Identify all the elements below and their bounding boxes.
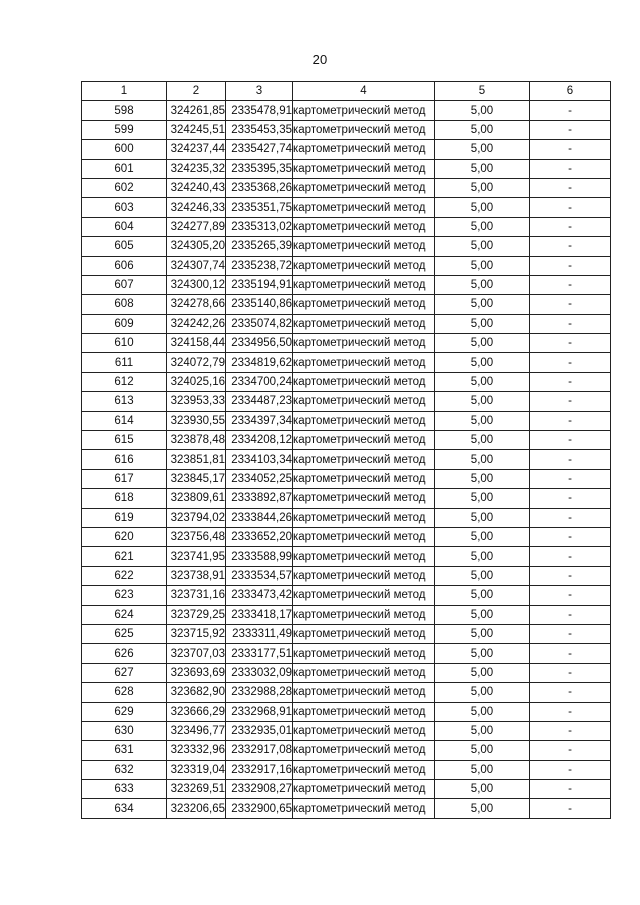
method-cell: картометрический метод bbox=[293, 237, 435, 256]
point-number-cell: 607 bbox=[82, 275, 167, 294]
accuracy-cell: 5,00 bbox=[435, 431, 530, 450]
x-coordinate-cell: 324235,32 bbox=[167, 159, 226, 178]
accuracy-cell: 5,00 bbox=[435, 469, 530, 488]
point-number-cell: 609 bbox=[82, 314, 167, 333]
table-row bbox=[82, 508, 611, 527]
table-row bbox=[82, 799, 611, 818]
table-row bbox=[82, 527, 611, 546]
y-coordinate-cell: 2332917,08 bbox=[226, 741, 293, 760]
table-row bbox=[82, 256, 611, 275]
note-cell: - bbox=[530, 178, 611, 197]
y-coordinate-cell: 2332917,16 bbox=[226, 760, 293, 779]
x-coordinate-cell: 324307,74 bbox=[167, 256, 226, 275]
note-cell: - bbox=[530, 450, 611, 469]
accuracy-cell: 5,00 bbox=[435, 101, 530, 120]
accuracy-cell: 5,00 bbox=[435, 702, 530, 721]
accuracy-cell: 5,00 bbox=[435, 140, 530, 159]
x-coordinate-cell: 324072,79 bbox=[167, 353, 226, 372]
point-number-cell: 599 bbox=[82, 120, 167, 139]
note-cell: - bbox=[530, 295, 611, 314]
x-coordinate-cell: 324277,89 bbox=[167, 217, 226, 236]
note-cell: - bbox=[530, 508, 611, 527]
table-row bbox=[82, 721, 611, 740]
x-coordinate-cell: 324025,16 bbox=[167, 372, 226, 391]
point-number-cell: 617 bbox=[82, 469, 167, 488]
accuracy-cell: 5,00 bbox=[435, 256, 530, 275]
method-cell: картометрический метод bbox=[293, 411, 435, 430]
method-cell: картометрический метод bbox=[293, 353, 435, 372]
x-coordinate-cell: 323930,55 bbox=[167, 411, 226, 430]
method-cell: картометрический метод bbox=[293, 450, 435, 469]
y-coordinate-cell: 2335313,02 bbox=[226, 217, 293, 236]
y-coordinate-cell: 2332935,01 bbox=[226, 721, 293, 740]
header-col-5: 5 bbox=[435, 82, 530, 101]
point-number-cell: 628 bbox=[82, 683, 167, 702]
accuracy-cell: 5,00 bbox=[435, 663, 530, 682]
accuracy-cell: 5,00 bbox=[435, 508, 530, 527]
note-cell: - bbox=[530, 101, 611, 120]
header-col-6: 6 bbox=[530, 82, 611, 101]
point-number-cell: 624 bbox=[82, 605, 167, 624]
y-coordinate-cell: 2335140,86 bbox=[226, 295, 293, 314]
note-cell: - bbox=[530, 527, 611, 546]
note-cell: - bbox=[530, 334, 611, 353]
x-coordinate-cell: 323809,61 bbox=[167, 489, 226, 508]
accuracy-cell: 5,00 bbox=[435, 411, 530, 430]
x-coordinate-cell: 323738,91 bbox=[167, 566, 226, 585]
point-number-cell: 623 bbox=[82, 586, 167, 605]
table-row bbox=[82, 217, 611, 236]
point-number-cell: 619 bbox=[82, 508, 167, 527]
accuracy-cell: 5,00 bbox=[435, 392, 530, 411]
x-coordinate-cell: 324245,51 bbox=[167, 120, 226, 139]
accuracy-cell: 5,00 bbox=[435, 489, 530, 508]
table-row bbox=[82, 663, 611, 682]
note-cell: - bbox=[530, 644, 611, 663]
y-coordinate-cell: 2334103,34 bbox=[226, 450, 293, 469]
method-cell: картометрический метод bbox=[293, 527, 435, 546]
header-col-4: 4 bbox=[293, 82, 435, 101]
table-row bbox=[82, 275, 611, 294]
y-coordinate-cell: 2333177,51 bbox=[226, 644, 293, 663]
note-cell: - bbox=[530, 780, 611, 799]
note-cell: - bbox=[530, 411, 611, 430]
point-number-cell: 600 bbox=[82, 140, 167, 159]
method-cell: картометрический метод bbox=[293, 101, 435, 120]
table-row bbox=[82, 469, 611, 488]
header-col-2: 2 bbox=[167, 82, 226, 101]
point-number-cell: 632 bbox=[82, 760, 167, 779]
method-cell: картометрический метод bbox=[293, 586, 435, 605]
table-body bbox=[82, 101, 611, 818]
y-coordinate-cell: 2334208,12 bbox=[226, 431, 293, 450]
note-cell: - bbox=[530, 566, 611, 585]
coordinates-table bbox=[81, 81, 611, 819]
method-cell: картометрический метод bbox=[293, 741, 435, 760]
x-coordinate-cell: 323269,51 bbox=[167, 780, 226, 799]
method-cell: картометрический метод bbox=[293, 566, 435, 585]
x-coordinate-cell: 323794,02 bbox=[167, 508, 226, 527]
method-cell: картометрический метод bbox=[293, 683, 435, 702]
y-coordinate-cell: 2335351,75 bbox=[226, 198, 293, 217]
point-number-cell: 608 bbox=[82, 295, 167, 314]
y-coordinate-cell: 2335453,35 bbox=[226, 120, 293, 139]
accuracy-cell: 5,00 bbox=[435, 527, 530, 546]
y-coordinate-cell: 2333418,17 bbox=[226, 605, 293, 624]
x-coordinate-cell: 323707,03 bbox=[167, 644, 226, 663]
table-row bbox=[82, 780, 611, 799]
accuracy-cell: 5,00 bbox=[435, 741, 530, 760]
point-number-cell: 634 bbox=[82, 799, 167, 818]
x-coordinate-cell: 324278,66 bbox=[167, 295, 226, 314]
accuracy-cell: 5,00 bbox=[435, 624, 530, 643]
table-row bbox=[82, 120, 611, 139]
table-row bbox=[82, 159, 611, 178]
accuracy-cell: 5,00 bbox=[435, 644, 530, 663]
x-coordinate-cell: 324246,33 bbox=[167, 198, 226, 217]
x-coordinate-cell: 323731,16 bbox=[167, 586, 226, 605]
accuracy-cell: 5,00 bbox=[435, 159, 530, 178]
table-row bbox=[82, 431, 611, 450]
method-cell: картометрический метод bbox=[293, 702, 435, 721]
y-coordinate-cell: 2335265,39 bbox=[226, 237, 293, 256]
x-coordinate-cell: 323715,92 bbox=[167, 624, 226, 643]
accuracy-cell: 5,00 bbox=[435, 334, 530, 353]
method-cell: картометрический метод bbox=[293, 760, 435, 779]
table-row bbox=[82, 237, 611, 256]
point-number-cell: 631 bbox=[82, 741, 167, 760]
y-coordinate-cell: 2334052,25 bbox=[226, 469, 293, 488]
y-coordinate-cell: 2332988,28 bbox=[226, 683, 293, 702]
table-row bbox=[82, 741, 611, 760]
y-coordinate-cell: 2335238,72 bbox=[226, 256, 293, 275]
point-number-cell: 616 bbox=[82, 450, 167, 469]
x-coordinate-cell: 323496,77 bbox=[167, 721, 226, 740]
y-coordinate-cell: 2333534,57 bbox=[226, 566, 293, 585]
x-coordinate-cell: 323682,90 bbox=[167, 683, 226, 702]
header-col-1: 1 bbox=[82, 82, 167, 101]
y-coordinate-cell: 2333311,49 bbox=[226, 624, 293, 643]
table-row bbox=[82, 411, 611, 430]
y-coordinate-cell: 2334956,50 bbox=[226, 334, 293, 353]
point-number-cell: 612 bbox=[82, 372, 167, 391]
table-row bbox=[82, 547, 611, 566]
y-coordinate-cell: 2335368,26 bbox=[226, 178, 293, 197]
table-row bbox=[82, 644, 611, 663]
x-coordinate-cell: 324240,43 bbox=[167, 178, 226, 197]
x-coordinate-cell: 323206,65 bbox=[167, 799, 226, 818]
y-coordinate-cell: 2335194,91 bbox=[226, 275, 293, 294]
x-coordinate-cell: 323851,81 bbox=[167, 450, 226, 469]
method-cell: картометрический метод bbox=[293, 275, 435, 294]
table-row bbox=[82, 140, 611, 159]
accuracy-cell: 5,00 bbox=[435, 799, 530, 818]
x-coordinate-cell: 323319,04 bbox=[167, 760, 226, 779]
table-row bbox=[82, 566, 611, 585]
note-cell: - bbox=[530, 469, 611, 488]
y-coordinate-cell: 2335427,74 bbox=[226, 140, 293, 159]
method-cell: картометрический метод bbox=[293, 334, 435, 353]
method-cell: картометрический метод bbox=[293, 624, 435, 643]
x-coordinate-cell: 323729,25 bbox=[167, 605, 226, 624]
y-coordinate-cell: 2333473,42 bbox=[226, 586, 293, 605]
method-cell: картометрический метод bbox=[293, 392, 435, 411]
accuracy-cell: 5,00 bbox=[435, 237, 530, 256]
point-number-cell: 614 bbox=[82, 411, 167, 430]
note-cell: - bbox=[530, 624, 611, 643]
point-number-cell: 605 bbox=[82, 237, 167, 256]
x-coordinate-cell: 323693,69 bbox=[167, 663, 226, 682]
point-number-cell: 610 bbox=[82, 334, 167, 353]
point-number-cell: 602 bbox=[82, 178, 167, 197]
method-cell: картометрический метод bbox=[293, 314, 435, 333]
method-cell: картометрический метод bbox=[293, 140, 435, 159]
accuracy-cell: 5,00 bbox=[435, 120, 530, 139]
point-number-cell: 601 bbox=[82, 159, 167, 178]
x-coordinate-cell: 324305,20 bbox=[167, 237, 226, 256]
note-cell: - bbox=[530, 159, 611, 178]
x-coordinate-cell: 323878,48 bbox=[167, 431, 226, 450]
method-cell: картометрический метод bbox=[293, 547, 435, 566]
note-cell: - bbox=[530, 741, 611, 760]
table-row bbox=[82, 392, 611, 411]
point-number-cell: 627 bbox=[82, 663, 167, 682]
method-cell: картометрический метод bbox=[293, 372, 435, 391]
point-number-cell: 629 bbox=[82, 702, 167, 721]
y-coordinate-cell: 2333032,09 bbox=[226, 663, 293, 682]
accuracy-cell: 5,00 bbox=[435, 547, 530, 566]
point-number-cell: 606 bbox=[82, 256, 167, 275]
method-cell: картометрический метод bbox=[293, 721, 435, 740]
method-cell: картометрический метод bbox=[293, 431, 435, 450]
table-row bbox=[82, 702, 611, 721]
note-cell: - bbox=[530, 237, 611, 256]
y-coordinate-cell: 2333588,99 bbox=[226, 547, 293, 566]
method-cell: картометрический метод bbox=[293, 489, 435, 508]
point-number-cell: 621 bbox=[82, 547, 167, 566]
x-coordinate-cell: 323741,95 bbox=[167, 547, 226, 566]
header-col-3: 3 bbox=[226, 82, 293, 101]
note-cell: - bbox=[530, 760, 611, 779]
note-cell: - bbox=[530, 120, 611, 139]
y-coordinate-cell: 2333892,87 bbox=[226, 489, 293, 508]
y-coordinate-cell: 2334397,34 bbox=[226, 411, 293, 430]
note-cell: - bbox=[530, 392, 611, 411]
table-row bbox=[82, 760, 611, 779]
note-cell: - bbox=[530, 799, 611, 818]
point-number-cell: 630 bbox=[82, 721, 167, 740]
method-cell: картометрический метод bbox=[293, 159, 435, 178]
accuracy-cell: 5,00 bbox=[435, 721, 530, 740]
method-cell: картометрический метод bbox=[293, 295, 435, 314]
accuracy-cell: 5,00 bbox=[435, 198, 530, 217]
method-cell: картометрический метод bbox=[293, 178, 435, 197]
table-row bbox=[82, 353, 611, 372]
method-cell: картометрический метод bbox=[293, 663, 435, 682]
y-coordinate-cell: 2332908,27 bbox=[226, 780, 293, 799]
x-coordinate-cell: 323666,29 bbox=[167, 702, 226, 721]
method-cell: картометрический метод bbox=[293, 605, 435, 624]
page-number: 20 bbox=[312, 52, 328, 67]
table-row bbox=[82, 624, 611, 643]
x-coordinate-cell: 324237,44 bbox=[167, 140, 226, 159]
table-row bbox=[82, 101, 611, 120]
note-cell: - bbox=[530, 547, 611, 566]
note-cell: - bbox=[530, 721, 611, 740]
note-cell: - bbox=[530, 489, 611, 508]
point-number-cell: 618 bbox=[82, 489, 167, 508]
method-cell: картометрический метод bbox=[293, 644, 435, 663]
accuracy-cell: 5,00 bbox=[435, 760, 530, 779]
note-cell: - bbox=[530, 217, 611, 236]
method-cell: картометрический метод bbox=[293, 120, 435, 139]
table-row bbox=[82, 450, 611, 469]
y-coordinate-cell: 2335478,91 bbox=[226, 101, 293, 120]
point-number-cell: 611 bbox=[82, 353, 167, 372]
y-coordinate-cell: 2335074,82 bbox=[226, 314, 293, 333]
y-coordinate-cell: 2335395,35 bbox=[226, 159, 293, 178]
note-cell: - bbox=[530, 702, 611, 721]
table-row bbox=[82, 489, 611, 508]
accuracy-cell: 5,00 bbox=[435, 450, 530, 469]
point-number-cell: 633 bbox=[82, 780, 167, 799]
note-cell: - bbox=[530, 605, 611, 624]
accuracy-cell: 5,00 bbox=[435, 314, 530, 333]
note-cell: - bbox=[530, 353, 611, 372]
table-row bbox=[82, 295, 611, 314]
note-cell: - bbox=[530, 314, 611, 333]
y-coordinate-cell: 2334487,23 bbox=[226, 392, 293, 411]
accuracy-cell: 5,00 bbox=[435, 178, 530, 197]
note-cell: - bbox=[530, 198, 611, 217]
table-header-row bbox=[82, 82, 611, 101]
accuracy-cell: 5,00 bbox=[435, 353, 530, 372]
accuracy-cell: 5,00 bbox=[435, 780, 530, 799]
note-cell: - bbox=[530, 431, 611, 450]
table-row bbox=[82, 605, 611, 624]
accuracy-cell: 5,00 bbox=[435, 217, 530, 236]
point-number-cell: 615 bbox=[82, 431, 167, 450]
note-cell: - bbox=[530, 140, 611, 159]
y-coordinate-cell: 2334700,24 bbox=[226, 372, 293, 391]
x-coordinate-cell: 323756,48 bbox=[167, 527, 226, 546]
y-coordinate-cell: 2334819,62 bbox=[226, 353, 293, 372]
accuracy-cell: 5,00 bbox=[435, 586, 530, 605]
note-cell: - bbox=[530, 275, 611, 294]
method-cell: картометрический метод bbox=[293, 469, 435, 488]
method-cell: картометрический метод bbox=[293, 256, 435, 275]
table-row bbox=[82, 198, 611, 217]
accuracy-cell: 5,00 bbox=[435, 372, 530, 391]
method-cell: картометрический метод bbox=[293, 198, 435, 217]
method-cell: картометрический метод bbox=[293, 799, 435, 818]
table-row bbox=[82, 334, 611, 353]
table-row bbox=[82, 314, 611, 333]
note-cell: - bbox=[530, 256, 611, 275]
accuracy-cell: 5,00 bbox=[435, 605, 530, 624]
point-number-cell: 625 bbox=[82, 624, 167, 643]
note-cell: - bbox=[530, 586, 611, 605]
table-row bbox=[82, 683, 611, 702]
x-coordinate-cell: 323332,96 bbox=[167, 741, 226, 760]
y-coordinate-cell: 2333844,26 bbox=[226, 508, 293, 527]
method-cell: картометрический метод bbox=[293, 217, 435, 236]
x-coordinate-cell: 324242,26 bbox=[167, 314, 226, 333]
note-cell: - bbox=[530, 683, 611, 702]
table-row bbox=[82, 372, 611, 391]
accuracy-cell: 5,00 bbox=[435, 295, 530, 314]
point-number-cell: 622 bbox=[82, 566, 167, 585]
point-number-cell: 613 bbox=[82, 392, 167, 411]
x-coordinate-cell: 324261,85 bbox=[167, 101, 226, 120]
method-cell: картометрический метод bbox=[293, 780, 435, 799]
point-number-cell: 598 bbox=[82, 101, 167, 120]
point-number-cell: 626 bbox=[82, 644, 167, 663]
accuracy-cell: 5,00 bbox=[435, 683, 530, 702]
point-number-cell: 620 bbox=[82, 527, 167, 546]
accuracy-cell: 5,00 bbox=[435, 566, 530, 585]
x-coordinate-cell: 324158,44 bbox=[167, 334, 226, 353]
table-row bbox=[82, 178, 611, 197]
accuracy-cell: 5,00 bbox=[435, 275, 530, 294]
y-coordinate-cell: 2332900,65 bbox=[226, 799, 293, 818]
y-coordinate-cell: 2333652,20 bbox=[226, 527, 293, 546]
point-number-cell: 604 bbox=[82, 217, 167, 236]
note-cell: - bbox=[530, 372, 611, 391]
method-cell: картометрический метод bbox=[293, 508, 435, 527]
x-coordinate-cell: 323845,17 bbox=[167, 469, 226, 488]
table-row bbox=[82, 586, 611, 605]
point-number-cell: 603 bbox=[82, 198, 167, 217]
y-coordinate-cell: 2332968,91 bbox=[226, 702, 293, 721]
note-cell: - bbox=[530, 663, 611, 682]
x-coordinate-cell: 324300,12 bbox=[167, 275, 226, 294]
x-coordinate-cell: 323953,33 bbox=[167, 392, 226, 411]
